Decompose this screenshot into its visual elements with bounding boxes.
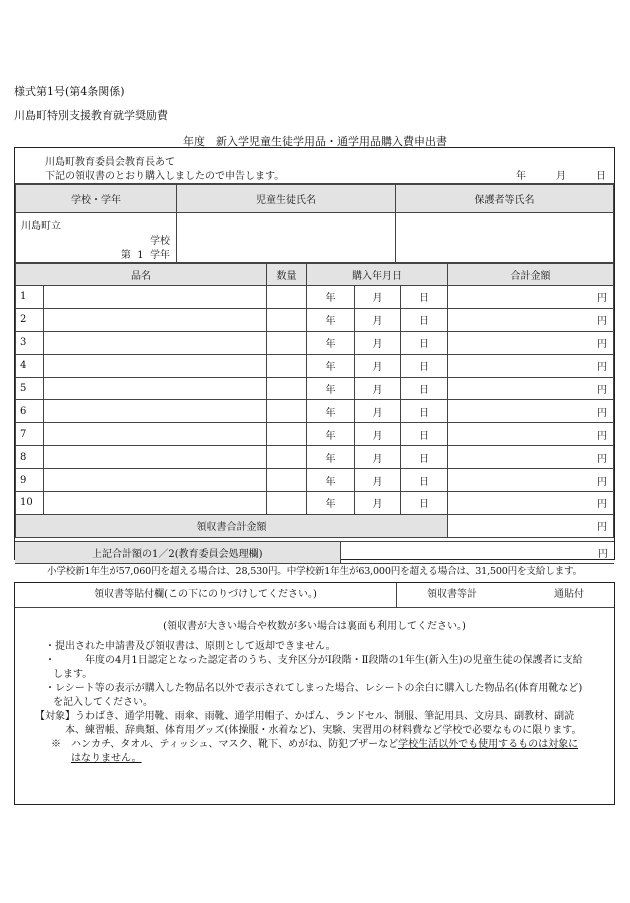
purchase-year[interactable]: 年 bbox=[307, 354, 355, 377]
program-name: 川島町特別支援教育就学奨励費 bbox=[14, 109, 168, 122]
receipt-count[interactable] bbox=[397, 583, 614, 607]
row-number: 6 bbox=[16, 400, 44, 423]
item-name-field[interactable] bbox=[44, 423, 267, 446]
note-receipt: ・レシート等の表示が購入した物品名以外で表示されてしまった場合、レシートの余白に購入した物品名(体育用靴など)を記入してください。 bbox=[45, 683, 583, 708]
purchase-month[interactable]: 月 bbox=[355, 423, 401, 446]
purchase-day[interactable]: 日 bbox=[401, 331, 448, 354]
date-day: 日 bbox=[596, 171, 606, 182]
note-exclusion: ※ ハンカチ、タオル、ティッシュ、マスク、靴下、めがね、防犯ブザーなど学校生活以外でも使用するものは対象にはなりません。 bbox=[51, 739, 579, 764]
purchase-day[interactable]: 日 bbox=[401, 286, 448, 309]
purchase-month[interactable]: 月 bbox=[355, 286, 401, 309]
school-label: 学校 bbox=[150, 236, 170, 247]
address-block bbox=[15, 148, 614, 184]
qty-field[interactable] bbox=[267, 469, 307, 492]
note-return: ・提出された申請書及び領収書は、原則として返却できません。 bbox=[45, 641, 336, 652]
item-name-field[interactable] bbox=[44, 400, 267, 423]
amount-field[interactable]: 円 bbox=[448, 492, 614, 515]
qty-field[interactable] bbox=[267, 286, 307, 309]
receipt-count-label: 領収書等計 bbox=[427, 589, 477, 600]
receipt-total-field[interactable]: 円 bbox=[448, 514, 614, 537]
row-number: 5 bbox=[16, 377, 44, 400]
declaration: 下記の領収書のとおり購入しましたので申告します。 bbox=[45, 171, 285, 182]
purchase-year[interactable]: 年 bbox=[307, 377, 355, 400]
amount-field[interactable]: 円 bbox=[448, 286, 614, 309]
guardian-header: 保護者等氏名 bbox=[396, 185, 614, 213]
receipt-total-label: 領収書合計金額 bbox=[16, 514, 448, 537]
items-table bbox=[15, 263, 614, 538]
row-number: 1 bbox=[16, 286, 44, 309]
half-amount-field: 円 bbox=[340, 541, 614, 563]
form-title: 年度 新入学児童生徒学用品・通学用品購入費申出書 bbox=[183, 135, 447, 148]
grade-label: 第 1 学年 bbox=[120, 250, 170, 261]
note-target: 【対象】うわばき、通学用靴、雨傘、雨靴、通学用帽子、かばん、ランドセル、制服、筆記用具、文房具、副教材、副読本、練習帳、辞典類、体育用グッズ(体操服・水着など)、実験、実習用の材料費など学校で必要なものに限ります。 bbox=[35, 711, 582, 736]
amount-field[interactable]: 円 bbox=[448, 331, 614, 354]
item-name-header: 品名 bbox=[16, 264, 267, 286]
qty-field[interactable] bbox=[267, 423, 307, 446]
purchase-year[interactable]: 年 bbox=[307, 492, 355, 515]
amount-field[interactable]: 円 bbox=[448, 354, 614, 377]
purchase-year[interactable]: 年 bbox=[307, 286, 355, 309]
info-table bbox=[15, 184, 614, 263]
item-row bbox=[16, 492, 614, 515]
purchase-year[interactable]: 年 bbox=[307, 446, 355, 469]
attach-header bbox=[15, 583, 614, 608]
addressee: 川島町教育委員会教育長あて bbox=[45, 157, 175, 168]
qty-field[interactable] bbox=[267, 331, 307, 354]
row-number: 3 bbox=[16, 331, 44, 354]
date-month: 月 bbox=[556, 171, 566, 182]
purchase-year[interactable]: 年 bbox=[307, 469, 355, 492]
amount-field[interactable]: 円 bbox=[448, 308, 614, 331]
purchase-month[interactable]: 月 bbox=[355, 377, 401, 400]
note-eligibility: ・ 年度の4月1日認定となった認定者のうち、支弁区分がⅠ段階・Ⅱ段階の1年生(新入生)の児童生徒の保護者に支給します。 bbox=[45, 655, 583, 680]
amount-field[interactable]: 円 bbox=[448, 446, 614, 469]
town-label: 川島町立 bbox=[21, 221, 61, 232]
purchase-year[interactable]: 年 bbox=[307, 308, 355, 331]
date-line bbox=[516, 167, 606, 182]
purchase-month[interactable]: 月 bbox=[355, 400, 401, 423]
date-year: 年 bbox=[516, 171, 526, 182]
back-note: (領収書が大きい場合や枚数が多い場合は裏面も利用してください。) bbox=[163, 621, 466, 632]
purchase-day[interactable]: 日 bbox=[401, 469, 448, 492]
qty-field[interactable] bbox=[267, 354, 307, 377]
purchase-day[interactable]: 日 bbox=[401, 400, 448, 423]
school-header: 学校・学年 bbox=[16, 185, 177, 213]
notes-block bbox=[15, 632, 614, 766]
item-row bbox=[16, 354, 614, 377]
item-row bbox=[16, 331, 614, 354]
purchase-day[interactable]: 日 bbox=[401, 377, 448, 400]
item-name-field[interactable] bbox=[44, 354, 267, 377]
purchase-month[interactable]: 月 bbox=[355, 446, 401, 469]
item-row bbox=[16, 400, 614, 423]
purchase-day[interactable]: 日 bbox=[401, 308, 448, 331]
limit-note: 小学校新1年生が57,060円を超える場合は、28,530円。中学校新1年生が63,000円を超える場合は、31,500円を支給します。 bbox=[46, 566, 583, 577]
receipt-count-unit: 通貼付 bbox=[554, 589, 584, 600]
row-number: 7 bbox=[16, 423, 44, 446]
row-number: 10 bbox=[16, 492, 44, 515]
purchase-day[interactable]: 日 bbox=[401, 446, 448, 469]
purchase-year[interactable]: 年 bbox=[307, 331, 355, 354]
half-table bbox=[15, 541, 614, 564]
amount-field[interactable]: 円 bbox=[448, 400, 614, 423]
item-row bbox=[16, 308, 614, 331]
purchase-month[interactable]: 月 bbox=[355, 308, 401, 331]
purchase-month[interactable]: 月 bbox=[355, 469, 401, 492]
guardian-name-field[interactable] bbox=[396, 213, 614, 263]
student-name-field[interactable] bbox=[177, 213, 396, 263]
qty-field[interactable] bbox=[267, 377, 307, 400]
row-number: 4 bbox=[16, 354, 44, 377]
item-row bbox=[16, 377, 614, 400]
row-number: 2 bbox=[16, 308, 44, 331]
row-number: 8 bbox=[16, 446, 44, 469]
qty-field[interactable] bbox=[267, 308, 307, 331]
item-row bbox=[16, 286, 614, 309]
school-cell[interactable] bbox=[16, 213, 177, 263]
half-amount-label: 上記合計額の1／2(教育委員会処理欄) bbox=[15, 541, 340, 563]
form-number: 様式第1号(第4条関係) bbox=[14, 85, 125, 98]
student-header: 児童生徒氏名 bbox=[177, 185, 396, 213]
item-name-field[interactable] bbox=[44, 308, 267, 331]
qty-field[interactable] bbox=[267, 446, 307, 469]
amount-field[interactable]: 円 bbox=[448, 377, 614, 400]
qty-field[interactable] bbox=[267, 492, 307, 515]
item-name-field[interactable] bbox=[44, 492, 267, 515]
item-name-field[interactable] bbox=[44, 446, 267, 469]
purchase-day[interactable]: 日 bbox=[401, 492, 448, 515]
qty-header: 数量 bbox=[267, 264, 307, 286]
amount-field[interactable]: 円 bbox=[448, 423, 614, 446]
purchase-year[interactable]: 年 bbox=[307, 423, 355, 446]
purchase-day[interactable]: 日 bbox=[401, 354, 448, 377]
attach-area bbox=[14, 582, 615, 805]
item-name-field[interactable] bbox=[44, 286, 267, 309]
main-form bbox=[14, 147, 615, 560]
item-name-field[interactable] bbox=[44, 469, 267, 492]
purchase-month[interactable]: 月 bbox=[355, 331, 401, 354]
purchase-year[interactable]: 年 bbox=[307, 400, 355, 423]
item-row bbox=[16, 423, 614, 446]
item-row bbox=[16, 469, 614, 492]
attach-label: 領収書等貼付欄(この下にのりづけしてください。) bbox=[15, 583, 397, 607]
purchase-day[interactable]: 日 bbox=[401, 423, 448, 446]
purchase-month[interactable]: 月 bbox=[355, 492, 401, 515]
row-number: 9 bbox=[16, 469, 44, 492]
amount-field[interactable]: 円 bbox=[448, 469, 614, 492]
date-header: 購入年月日 bbox=[307, 264, 448, 286]
item-row bbox=[16, 446, 614, 469]
total-header: 合計金額 bbox=[448, 264, 614, 286]
item-name-field[interactable] bbox=[44, 331, 267, 354]
item-name-field[interactable] bbox=[44, 377, 267, 400]
qty-field[interactable] bbox=[267, 400, 307, 423]
purchase-month[interactable]: 月 bbox=[355, 354, 401, 377]
